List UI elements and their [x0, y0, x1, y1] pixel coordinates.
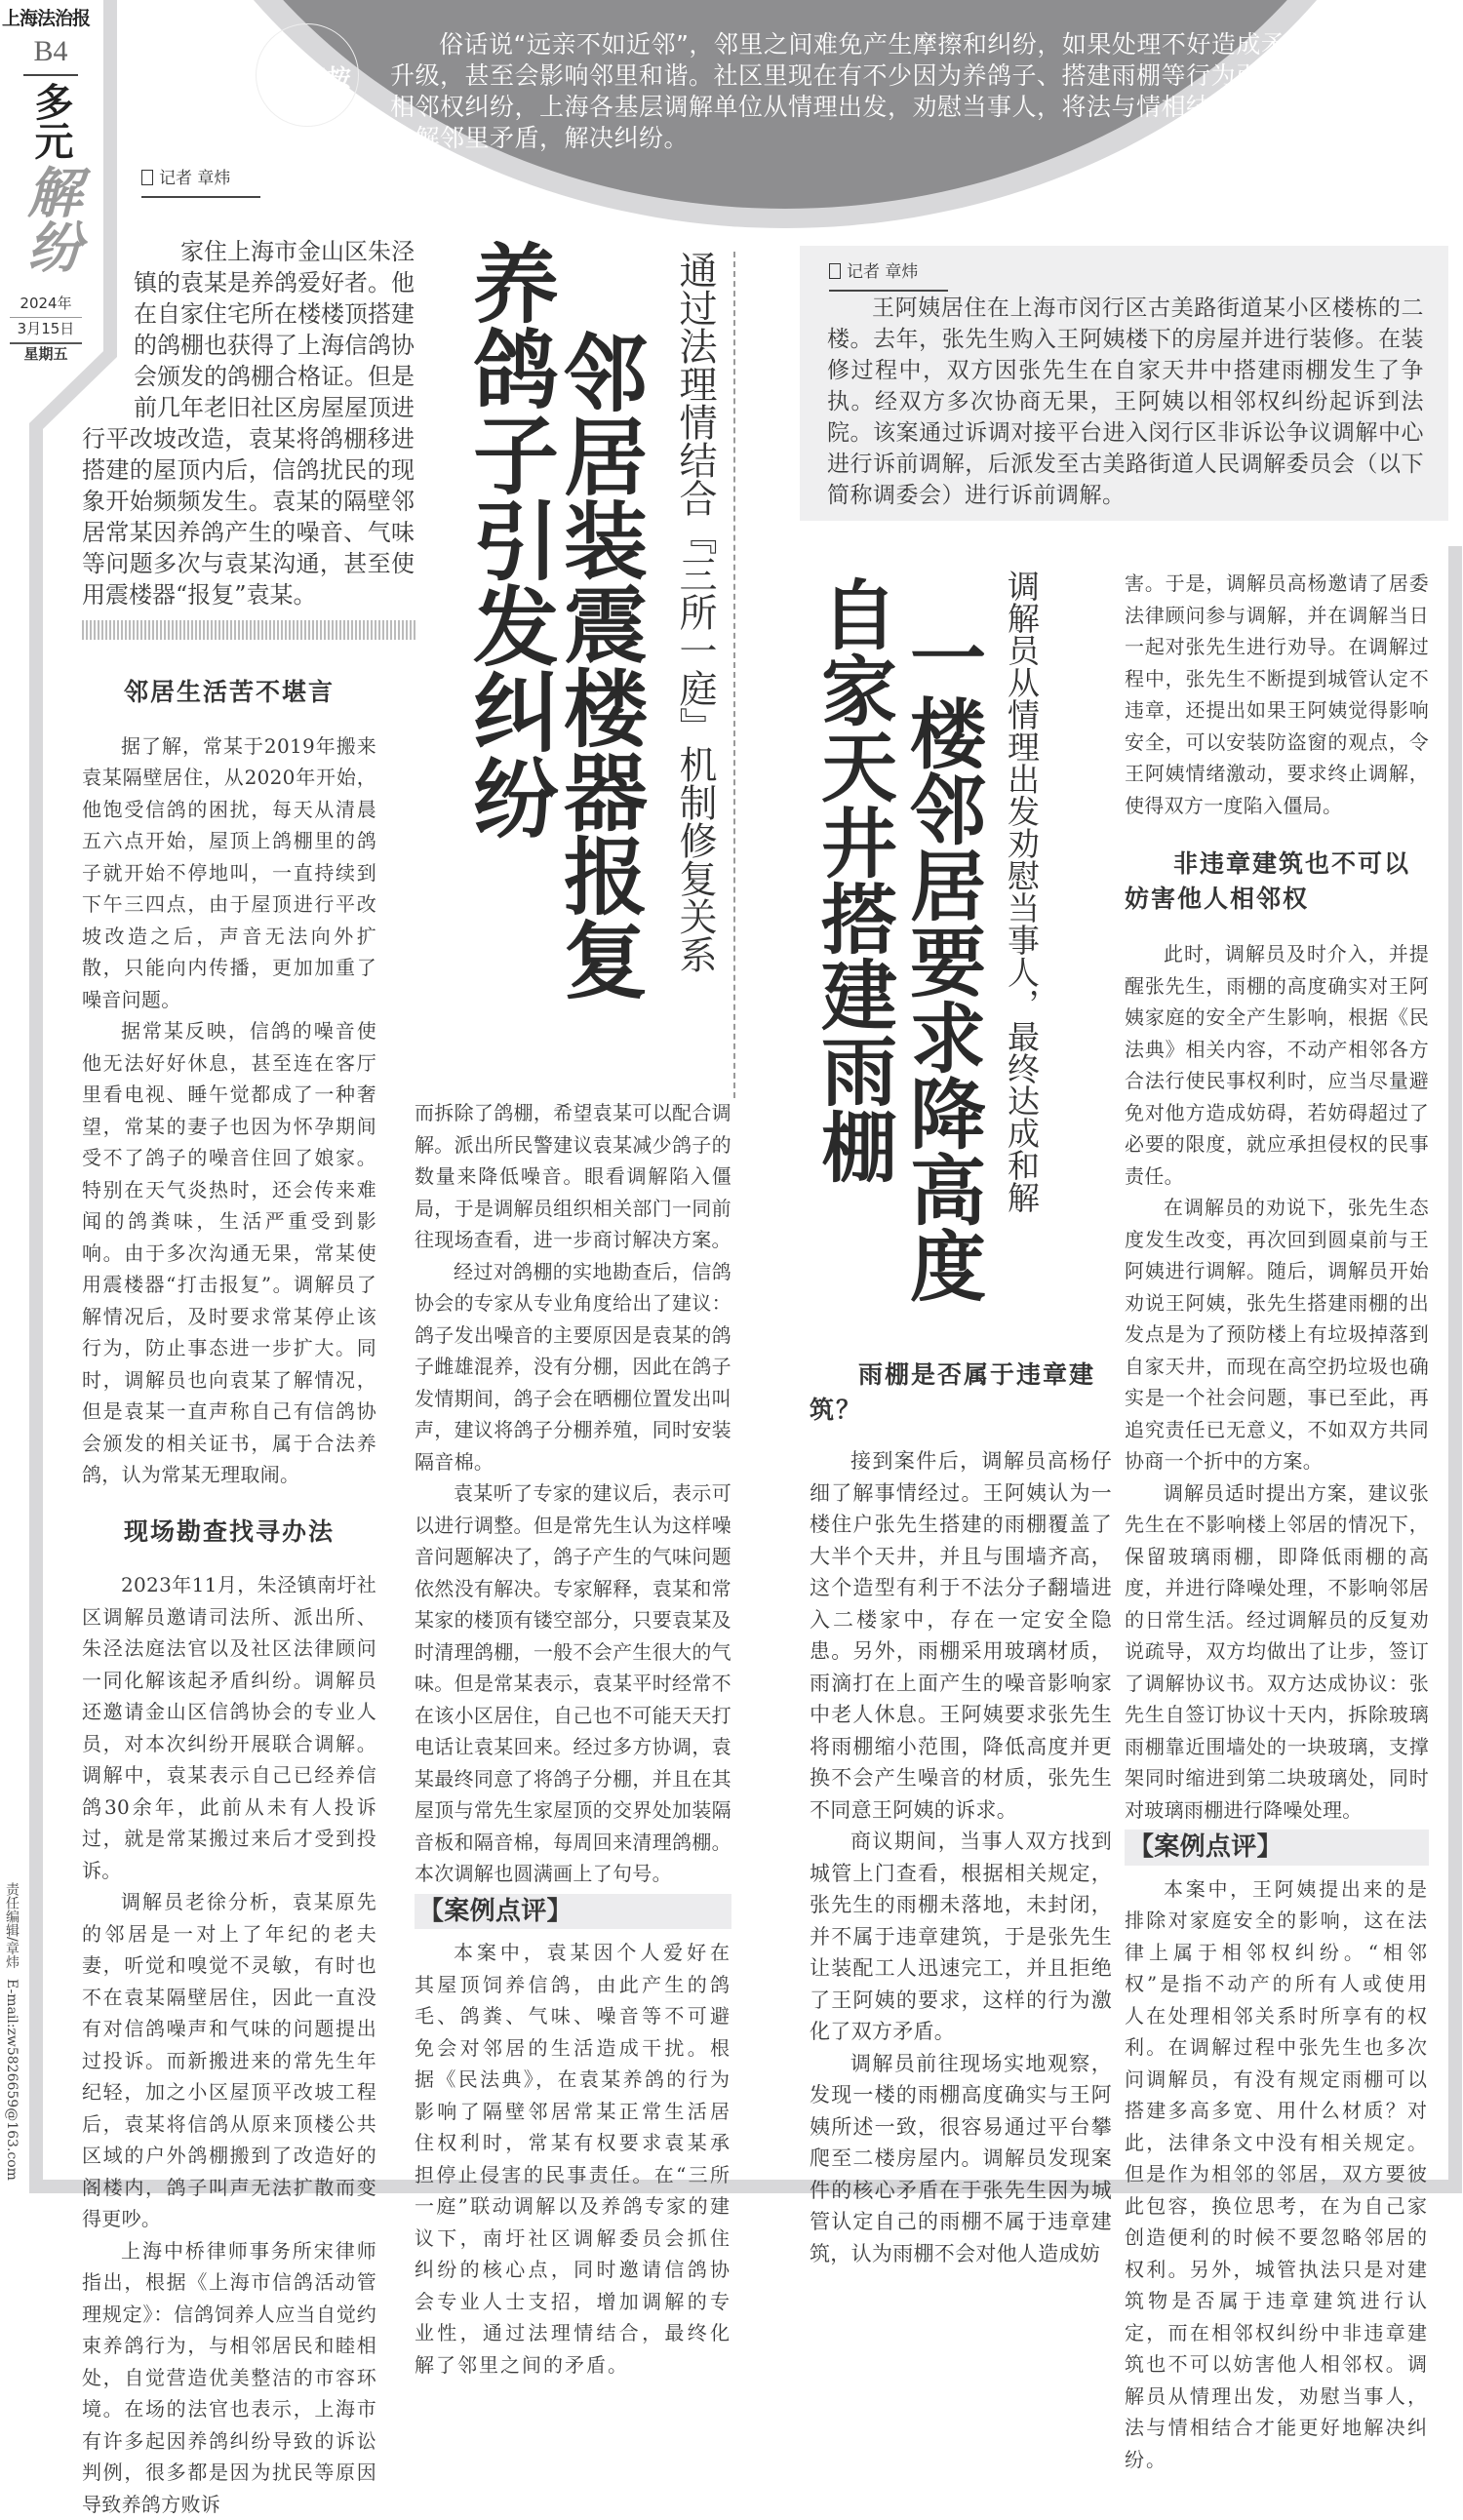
subheading: 邻居生活苦不堪言: [82, 677, 376, 709]
paragraph: 据了解，常某于2019年搬来袁某隔壁居住，从2020年开始，他饱受信鸽的困扰，每天从清晨五六点开始，屋顶上鸽棚里的鸽子就开始不停地叫，一直持续到下午三四点，由于屋顶进行平改坡改造之后，声音无法向外扩散，只能向内传播，更加加重了噪音问题。: [82, 730, 376, 1016]
article1-subtitle: 通过法理情结合『三所一庭』机制修复关系: [673, 251, 716, 973]
article2-column-2: [1125, 568, 1429, 2475]
paragraph: 害。于是，调解员高杨邀请了居委法律顾问参与调解，并在调解当日一起对张先生进行劝导。在调解过程中，张先生不断提到城管认定不违章，还提出如果王阿姨觉得影响安全，可以安装防盗窗的观点，令王阿姨情绪激动，要求终止调解，使得双方一度陷入僵局。: [1125, 568, 1429, 821]
article2-intro: 王阿姨居住在上海市闵行区古美路街道某小区楼栋的二楼。去年，张先生购入王阿姨楼下的房屋并进行装修。在装修过程中，双方因张先生在自家天井中搭建雨棚发生了争执。经双方多次协商无果，王阿姨以相邻权纠纷起诉到法院。该案通过诉调对接平台进入闵行区非诉讼争议调解中心进行诉前调解，后派发至古美路街道人民调解委员会（以下简称调委会）进行诉前调解。: [827, 293, 1424, 511]
editor-credit: [2, 1882, 21, 2186]
case-review-label: 【案例点评】: [1125, 1830, 1429, 1866]
paragraph: 在调解员的劝说下，张先生态度发生改变，再次回到圆桌前与王阿姨进行调解。随后，调解员开始劝说王阿姨，张先生搭建雨棚的出发点是为了预防楼上有垃圾掉落到自家天井，而现在高空扔垃圾也确实是一个社会问题，事已至此，再追究责任已无意义，不如双方共同协商一个折中的方案。: [1125, 1192, 1429, 1477]
article1-headline-2: 邻居装震楼器报复: [554, 330, 642, 1001]
separator-band: [82, 620, 415, 640]
paragraph: 调解员老徐分析，袁某原先的邻居是一对上了年纪的老夫妻，听觉和嗅觉不灵敏，有时也不在袁某隔壁居住，因此一直没有对信鸽噪声和气味的问题提出过投诉。而新搬进来的常先生年纪轻，加之小区屋顶平改坡工程后，袁某将信鸽从原来顶楼公共区域的户外鸽棚搬到了改造好的阁楼内，鸽子叫声无法扩散而变得更吵。: [82, 1886, 376, 2235]
weekday: 星期五: [10, 343, 82, 364]
article2-column-1: [810, 1358, 1112, 2269]
article1-headline-1: 养鸽子引发纠纷: [466, 239, 554, 840]
article1-column-1: [82, 659, 376, 2520]
byline-box-icon: [829, 263, 841, 279]
article1-byline: [141, 164, 260, 198]
article2-headline-1: 一楼邻居要求降高度: [902, 618, 980, 1303]
section-title-calligraphy: 解纷: [21, 164, 80, 273]
paragraph: 上海中桥律师事务所宋律师指出，根据《上海市信鸽活动管理规定》：信鸽饲养人应当自觉约束养鸽行为，与相邻居民和睦相处，自觉营造优美整洁的市容环境。在场的法官也表示，上海市有许多起因养鸽纠纷导致的诉讼判例，很多都是因为扰民等原因导致养鸽方败诉: [82, 2235, 376, 2520]
date-day: 3月15日: [10, 318, 82, 344]
dashed-divider: [733, 252, 735, 1098]
editor-note-badge: 编|者|按: [256, 23, 359, 127]
byline-box-icon: [141, 170, 153, 185]
intro-paragraph: 家住上海市金山区朱泾镇的袁某是养鸽爱好者。他在自家住宅所在楼楼顶搭建的鸽棚也获得了上海信鸽协会颁发的鸽棚合格证。但是前几年老旧社区房屋屋顶进行平改坡改造，袁某将鸽棚移进搭建的屋顶内后，信鸽扰民的现象开始频频发生。袁某的隔壁邻居常某因养鸽产生的噪音、气味等问题多次与袁某沟通，甚至使用震楼器“报复”袁某。: [82, 236, 415, 610]
paragraph: 调解员适时提出方案，建议张先生在不影响楼上邻居的情况下，保留玻璃雨棚，即降低雨棚的高度，并进行降噪处理，不影响邻居的日常生活。经过调解员的反复劝说疏导，双方均做出了让步，签订了调解协议书。双方达成协议：张先生自签订协议十天内，拆除玻璃雨棚靠近围墙处的一块玻璃，支撑架同时缩进到第二块玻璃处，同时对玻璃雨棚进行降噪处理。: [1125, 1477, 1429, 1827]
date-year: 2024年: [10, 293, 82, 318]
editor-name: 责任编辑/章炜: [4, 1882, 20, 1969]
byline-text: 记者 章炜: [159, 169, 230, 188]
paragraph: 此时，调解员及时介入，并提醒张先生，雨棚的高度确实对王阿姨家庭的安全产生影响，根据《民法典》相关内容，不动产相邻各方合法行使民事权利时，应当尽量避免对他方造成妨碍，若妨碍超过了必要的限度，就应承担侵权的民事责任。: [1125, 938, 1429, 1192]
article2-subtitle: 调解员从情理出发劝慰当事人，最终达成和解: [1005, 570, 1039, 1213]
newspaper-logo: 上海法治报: [2, 4, 90, 30]
case-review-text: 本案中，袁某因个人爱好在其屋顶饲养信鸽，由此产生的鸽毛、鸽粪、气味、噪音等不可避免会对邻居的生活造成干扰。根据《民法典》，在袁某养鸽的行为影响了隔壁邻居常某正常生活居住权利时，常某有权要求袁某承担停止侵害的民事责任。在“三所一庭”联动调解以及养鸽专家的建议下，南圩社区调解委员会抓住纠纷的核心点，同时邀请信鸽协会专业人士支招，增加调解的专业性，通过法理情结合，最终化解了邻里之间的矛盾。: [415, 1937, 732, 2381]
article1-intro: [82, 236, 415, 610]
editor-email: E-mail:zw5826659@163.com: [4, 1979, 20, 2181]
case-review-label: 【案例点评】: [415, 1894, 732, 1930]
case-review-text: 本案中，王阿姨提出来的是排除对家庭安全的影响，这在法律上属于相邻权纠纷。“相邻权”是指不动产的所有人或使用人在处理相邻关系时所享有的权利。在调解过程中张先生也多次问调解员，有没有规定雨棚可以搭建多高多宽、用什么材质？对此，法律条文中没有相关规定。但是作为相邻的邻居，双方要彼此包容，换位思考，在为自己家创造便利的时候不要忽略邻居的权利。另外，城管执法只是对建筑物是否属于违章建筑进行认定，而在相邻权纠纷中非违章建筑也不可以妨害他人相邻权。调解员从情理出发，劝慰当事人，法与情相结合才能更好地解决纠纷。: [1125, 1873, 1429, 2476]
paragraph: 经过对鸽棚的实地勘查后，信鸽协会的专家从专业角度给出了建议：鸽子发出噪音的主要原因是袁某的鸽子雌雄混养，没有分棚，因此在鸽子发情期间，鸽子会在晒棚位置发出叫声，建议将鸽子分棚养殖，同时安装隔音棉。: [415, 1256, 732, 1478]
paragraph: 而拆除了鸽棚，希望袁某可以配合调解。派出所民警建议袁某减少鸽子的数量来降低噪音。眼看调解陷入僵局，于是调解员组织相关部门一同前往现场查看，进一步商讨解决方案。: [415, 1097, 732, 1256]
paragraph: 接到案件后，调解员高杨仔细了解事情经过。王阿姨认为一楼住户张先生搭建的雨棚覆盖了大半个天井，并且与围墙齐高，这个造型有利于不法分子翻墙进入二楼家中，存在一定安全隐患。另外，雨棚采用玻璃材质，雨滴打在上面产生的噪音影响家中老人休息。王阿姨要求张先生将雨棚缩小范围，降低高度并更换不会产生噪音的材质，张先生不同意王阿姨的诉求。: [810, 1445, 1112, 1826]
page-number: B4: [23, 35, 78, 76]
paragraph: 据常某反映，信鸽的噪音使他无法好好休息，甚至连在客厅里看电视、睡午觉都成了一种奢望，常某的妻子也因为怀孕期间受不了鸽子的噪音住回了娘家。特别在天气炎热时，还会传来难闻的鸽粪味，生活严重受到影响。由于多次沟通无果，常某使用震楼器“打击报复”。调解员了解情况后，及时要求常某停止该行为，防止事态进一步扩大。同时，调解员也向袁某了解情况，但是袁某一直声称自己有信鸽协会颁发的相关证书，属于合法养鸽，认为常某无理取闹。: [82, 1015, 376, 1491]
paragraph: 商议期间，当事人双方找到城管上门查看，根据相关规定，张先生的雨棚未落地，未封闭，并不属于违章建筑，于是张先生让装配工人迅速完工，并且拒绝了王阿姨的要求，这样的行为激化了双方矛盾。: [810, 1826, 1112, 2048]
byline-text: 记者 章炜: [847, 262, 918, 282]
editor-note-text: 俗话说“远亲不如近邻”，邻里之间难免产生摩擦和纠纷，如果处理不好造成矛盾升级，甚至会影响邻里和谐。社区里现在有不少因为养鸽子、搭建雨棚等行为引发的相邻权纠纷，上海各基层调解单位从情理出发，劝慰当事人，将法与情相结合，妥善化解邻里矛盾，解决纠纷。: [390, 29, 1326, 154]
subheading: 非违章建筑也不可以妨害他人相邻权: [1125, 847, 1429, 917]
subheading: 现场勘查找寻办法: [82, 1516, 376, 1549]
paragraph: 袁某听了专家的建议后，表示可以进行调整。但是常先生认为这样噪音问题解决了，鸽子产生的气味问题依然没有解决。专家解释，袁某和常某家的楼顶有镂空部分，只要袁某及时清理鸽棚，一般不会产生很大的气味。但是常某表示，袁某平时经常不在该小区居住，自己也不可能天天打电话让袁某回来。经过多方协调，袁某最终同意了将鸽子分棚，并且在其屋顶与常先生家屋顶的交界处加装隔音板和隔音棉，每周回来清理鸽棚。本次调解也圆满画上了句号。: [415, 1477, 732, 1890]
article1-column-2: [415, 1097, 732, 2381]
article2-byline: [829, 257, 948, 292]
paragraph: 2023年11月，朱泾镇南圩社区调解员邀请司法所、派出所、朱泾法庭法官以及社区法律顾问一同化解该起矛盾纠纷。调解员还邀请金山区信鸽协会的专业人员，对本次纠纷开展联合调解。调解中，袁某表示自己已经养信鸽30余年，此前从未有人投诉过，就是常某搬过来后才受到投诉。: [82, 1569, 376, 1886]
article2-headline-2: 自家天井搭建雨棚: [812, 575, 892, 1184]
paragraph: 调解员前往现场实地观察，发现一楼的雨棚高度确实与王阿姨所述一致，很容易通过平台攀爬至二楼房屋内。调解员发现案件的核心矛盾在于张先生因为城管认定自己的雨棚不属于违章建筑，认为雨棚不会对他人造成妨: [810, 2048, 1112, 2270]
subheading: 雨棚是否属于违章建筑？: [810, 1358, 1112, 1428]
section-title: 多元: [29, 82, 72, 160]
